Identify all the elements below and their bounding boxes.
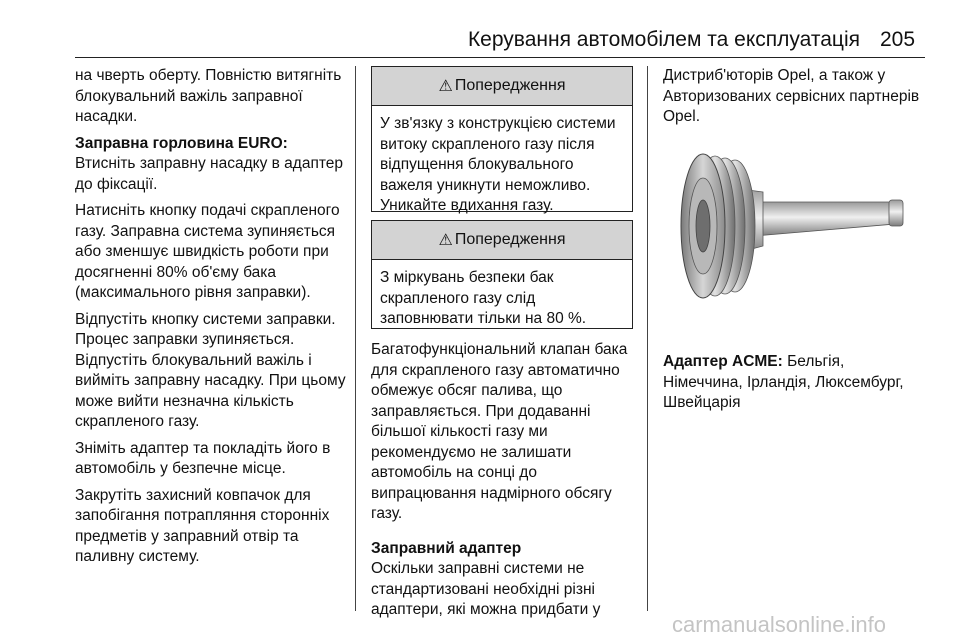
page-number: 205: [880, 28, 916, 51]
watermark: carmanualsonline.info: [672, 612, 887, 637]
column-divider-1: [355, 66, 356, 611]
warning-title: Попередження: [454, 77, 566, 94]
warning-triangle-icon: ⚠: [438, 78, 453, 95]
column-1: [75, 66, 347, 574]
col1-paragraph-5: Зніміть адаптер та покладіть його в автомобіль у безпечне місце.: [75, 439, 331, 477]
warning-text: З міркувань безпеки бак скрапленого газу слід заповнювати тільки на 80 %.: [380, 269, 587, 327]
acme-heading: Адаптер ACME:: [663, 353, 783, 370]
acme-text: Бельгія, Німеччина, Ірландія, Люксембург, Швейцарія: [663, 353, 904, 411]
warning-text: У зв'язку з конструкцією системи витоку скрапленого газу після відпущення блокувального важеля уникнути неможливо. Уникайте вдихання газу.: [380, 115, 616, 214]
warning-box-2: [371, 220, 633, 329]
column-2: [371, 340, 633, 627]
column-3: [663, 66, 925, 134]
adapter-text: Оскільки заправні системи не стандартизовані необхідні різні адаптери, які можна придбати у: [371, 560, 601, 618]
warning-header: [372, 67, 632, 106]
acme-adapter-illustration: [663, 130, 925, 342]
acme-section: [663, 352, 925, 420]
warning-header: [372, 221, 632, 260]
col2-paragraph-1: Багатофункціональний клапан бака для скрапленого газу автоматично обмежує обсяг палива, що заправляється. При додаванні більшої кількості газу ми рекомендуємо не залишати автомобіль на сонці до випрацювання надмірного обсягу газу.: [371, 341, 628, 522]
header-rule: [75, 57, 925, 58]
adapter-section: [371, 539, 633, 621]
acme-adapter-image: [663, 130, 925, 342]
col1-paragraph-1: на чверть оберту. Повністю витягніть блокувальний важіль заправної насадки.: [75, 67, 342, 125]
warning-title: Попередження: [454, 231, 566, 248]
col3-paragraph-1: Дистриб'юторів Opel, а також у Авторизованих сервісних партнерів Opel.: [663, 67, 920, 125]
adapter-heading: Заправний адаптер: [371, 539, 522, 557]
col1-paragraph-3: Натисніть кнопку подачі скрапленого газу. Заправна система зупиняється або зменшує швидкість роботи при досягненні 80% об'єму бака (максимального рівня заправки).: [75, 202, 340, 301]
col1-paragraph-6: Закрутіть захисний ковпачок для запобігання потрапляння сторонніх предметів у заправний отвір та паливну систему.: [75, 486, 330, 565]
page-header-title: Керування автомобілем та експлуатація: [467, 28, 860, 51]
warning-box-1: [371, 66, 633, 212]
euro-section: [75, 134, 347, 196]
euro-heading: Заправна горловина EURO:: [75, 134, 288, 152]
euro-text: Втисніть заправну насадку в адаптер до фіксації.: [75, 155, 344, 193]
acme-paragraph: [663, 352, 925, 414]
warning-triangle-icon: ⚠: [438, 232, 453, 249]
col1-paragraph-4: Відпустіть кнопку системи заправки. Процес заправки зупиняється. Відпустіть блокувальний важіль і вийміть заправну насадку. При цьому може вийти незначна кількість скрапленого газу.: [75, 310, 346, 430]
column-divider-2: [647, 66, 648, 611]
